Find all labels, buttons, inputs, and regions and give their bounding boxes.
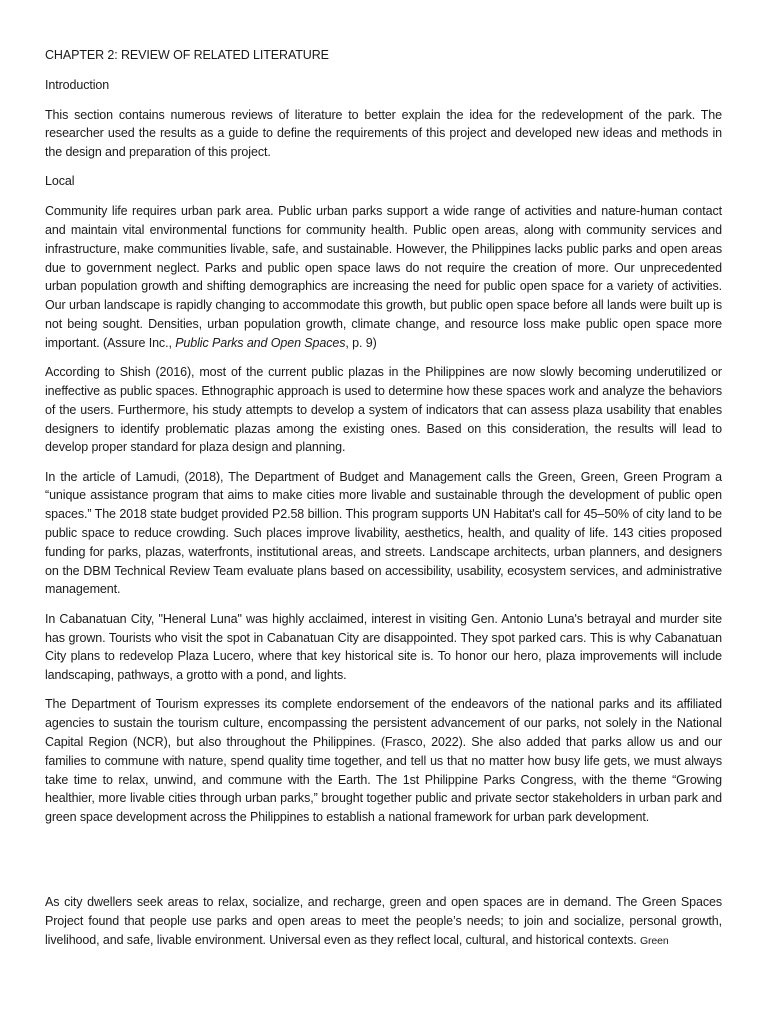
cabanatuan-paragraph: In Cabanatuan City, "Heneral Luna" was highly acclaimed, interest in visiting Gen. Antonio Luna's betrayal and murder site has grown. Tourists who visit the spot in Cabanatuan City are disappointed. They spot parked cars. This is why Cabanatuan City plans to redevelop Plaza Lucero, where that key historical site is. To honor our hero, plaza improvements will include landscaping, pathways, a grotto with a pond, and lights.: [45, 611, 722, 683]
shish-paragraph: According to Shish (2016), most of the current public plazas in the Philippines are now slowly becoming underutilized or ineffective as public spaces. Ethnographic approach is used to determine how these spaces work and analyze the behaviors of the users. Furthermore, his study attempts to develop a system of indicators that can assess plaza usability that enables designers to identify problematic plazas among the existing ones. Based on this consideration, the results will lead to develop proper standard for plaza design and planning.: [45, 365, 722, 455]
citation-tail: , p. 9): [345, 335, 377, 350]
local-paragraph-text: Community life requires urban park area. Public urban parks support a wide range of activities and nature-human contact and maintain vital environmental functions for community health. Public open areas, along with community services and infrastructure, make communities livable, safe, and sustainable. However, the Philippines lacks public parks and open areas due to government neglect. Parks and public open space laws do not require the creation of more. Our unprecedented urban population growth and shifting demographics are increasing the need for public open space for a variety of activities. Our urban landscape is rapidly changing to accommodate this growth, but public open space before all lands were built up is not being sought. Densities, urban population growth, climate change, and resource loss make public open space more important. (Assure Inc.,: [45, 204, 722, 350]
local-heading: Local: [45, 174, 75, 189]
green-spaces-paragraph: [45, 893, 722, 950]
local-paragraph: [45, 202, 722, 352]
blank-space: [45, 837, 722, 893]
green-spaces-text: As city dwellers seek areas to relax, socialize, and recharge, green and open spaces are in demand. The Green Spaces Project found that people use parks and open areas to meet the people’s needs; to join and socialize, personal growth, livelihood, and safe, livable environment. Universal even as they reflect local, cultural, and historical contexts.: [45, 895, 722, 948]
tourism-paragraph: The Department of Tourism expresses its complete endorsement of the endeavors of the national parks and its affiliated agencies to sustain the tourism culture, encompassing the persistent advancement of our parks, not solely in the National Capital Region (NCR), but also throughout the Philippines. (Frasco, 2022). She also added that parks allow us and our families to commune with nature, spend quality time together, and tell us that no matter how busy life gets, we must always take time to relax, unwind, and commune with the Earth. The 1st Philippine Parks Congress, with the theme “Growing healthier, more livable cities through urban parks,” brought together public and private sector stakeholders in urban park and green space development across the Philippines to establish a national framework for urban park development.: [45, 697, 722, 825]
introduction-heading: Introduction: [45, 77, 110, 92]
green-spaces-tail: Green: [639, 935, 669, 948]
chapter-title: CHAPTER 2: REVIEW OF RELATED LITERATURE: [45, 48, 329, 62]
citation-title: Public Parks and Open Spaces: [175, 335, 346, 350]
introduction-paragraph: This section contains numerous reviews of literature to better explain the idea for the redevelopment of the park. The researcher used the results as a guide to define the requirements of this project and developed new ideas and methods in the design and preparation of this project.: [45, 107, 722, 160]
lamudi-paragraph: In the article of Lamudi, (2018), The Department of Budget and Management calls the Green, Green, Green Program a “unique assistance program that aims to make cities more livable and sustainable through the development of public open spaces.” The 2018 state budget provided P2.58 billion. This program supports UN Habitat's call for 45–50% of city land to be public space to reduce crowding. Such places improve livability, aesthetics, health, and quality of life. 143 cities proposed funding for parks, plazas, waterfronts, institutional areas, and streets. Landscape architects, urban planners, and designers on the DBM Technical Review Team evaluate plans based on accessibility, usability, ecosystem services, and administrative management.: [45, 469, 722, 597]
document-page: [45, 46, 722, 961]
